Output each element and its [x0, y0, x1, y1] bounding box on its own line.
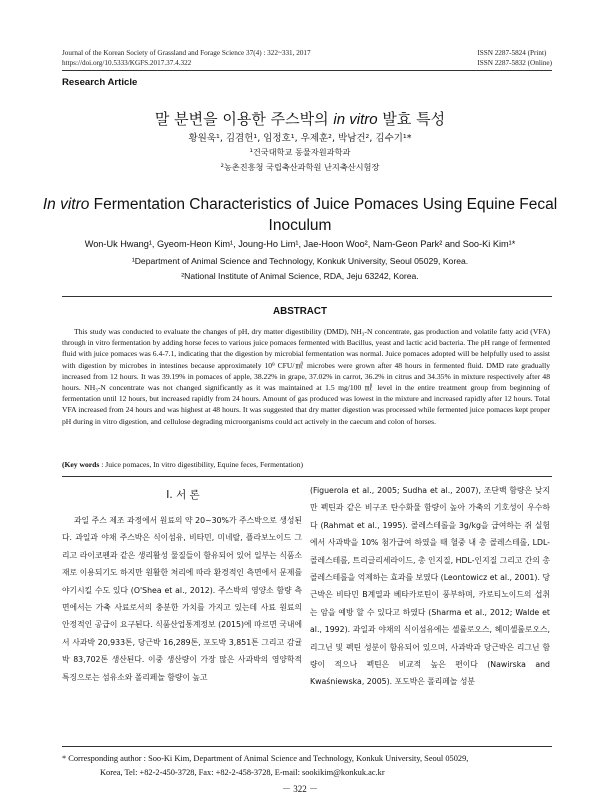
section-heading-introduction: Ⅰ. 서 론 — [166, 489, 200, 501]
journal-header — [62, 48, 311, 68]
korean-title — [0, 108, 600, 129]
english-authors: Won-Uk Hwang¹, Gyeom-Heon Kim¹, Joung-Ho Lim¹, Jae-Hoon Woo², Nam-Geon Park² and Soo-Ki Kim¹* — [84, 239, 516, 249]
korean-title-italic: in vitro — [333, 111, 378, 128]
korean-authors: 황원욱¹, 김겸헌¹, 임정호¹, 우제훈², 박남건², 김수기¹* — [188, 133, 412, 144]
english-affiliation-2: ²National Institute of Animal Science, RDA, Jeju 63242, Korea. — [181, 271, 419, 281]
footnote-divider — [62, 746, 552, 747]
abstract-top-divider — [62, 296, 552, 297]
issn-online: ISSN 2287-5832 (Online) — [477, 59, 552, 67]
abstract-heading: ABSTRACT — [273, 306, 327, 317]
body-column-right: (Figuerola et al., 2005; Sudha et al., 2007), 조단백 함량은 낮지만 펙틴과 같은 비구조 탄수화물 함량이 높아 가축의 기호성이 우수하다 (Rahmat et al., 1995). 콜레스테롤을 3g/kg을 급여하는 쥐 실험에서 사과박을 10% 첨가급여 하였을 때 혈중 내 총 콜레스테롤, LDL-콜레스테롤, 트리글리세라이드, 총 인지질, HDL-인지질 그리고 간의 총 콜레스테롤을 억제하는 효과를 보였다 (Leontowicz et al., 2001). 당근박은 비타민 B계열과 베타카로틴이 풍부하며, 카로티노이드의 섭취는 암을 예방 할 수 있다고 하였다 (Sharma et al., 2012; Walde et al., 1992). 과일과 야채의 식이섬유에는 셀룰로오스, 헤미셀룰로오스, 리그닌 및 펙틴 성분이 함유되어 있으며, 사과박과 당근박은 리그닌 함량이 적으나 펙틴은 비교적 높은 편이다 (Nawirska and Kwaśniewska, 2005). 포도박은 폴리페놀 성분 — [310, 486, 550, 687]
corresponding-author-footnote — [62, 752, 550, 780]
issn-print: ISSN 2287-5824 (Print) — [477, 49, 547, 57]
english-affiliation-1: ¹Department of Animal Science and Technology, Konkuk University, Seoul 05029, Korea. — [131, 256, 469, 266]
english-title-italic: In vitro — [42, 196, 90, 213]
korean-affiliation-1: ¹건국대학교 동물자원과학과 — [249, 147, 351, 157]
keywords-label: (Key words — [62, 460, 100, 469]
journal-citation: Journal of the Korean Society of Grassland and Forage Science 37(4) : 322~331, 2017 — [62, 49, 311, 57]
doi-link[interactable]: https://doi.org/10.5333/KGFS.2017.37.4.322 — [62, 59, 192, 67]
korean-title-part-a: 말 분변을 이용한 주스박의 — [154, 110, 334, 128]
body-column-left: 과일 주스 제조 과정에서 원료의 약 20~30%가 주스박으로 생성된다. 과일과 야채 주스박은 식이섬유, 비타민, 미네랄, 플라보노이드 그리고 라이코펜과 같은 생리활성 물질들이 함유되어 있어 일부는 식품소재로 이용되기도 하지만 원활한 처리에 따라 환경적인 측면에서 문제를 야기시킬 수도 있다 (O'Shea et al., 2012). 주스박의 영양소 함량 측면에서는 가축 사료로서의 충분한 가치를 가지고 있는데 사료 원료의 안정적인 공급이 요구된다. 식품산업통계정보 (2015)에 따르면 국내에서 사과박 20,933톤, 당근박 16,289톤, 포도박 3,851톤 그리고 감귤박 83,702톤 생산된다. 이중 생산량이 가장 많은 사과박의 영양학적 특징으로는 섬유소와 폴리페놀 함량이 높고 — [62, 516, 302, 682]
issn-block — [477, 48, 552, 68]
korean-affiliation-2: ²농촌진흥청 국립축산과학원 난지축산시험장 — [220, 162, 380, 172]
keywords — [62, 459, 550, 470]
keywords-list: : Juice pomaces, In vitro digestibility, Equine feces, Fermentation) — [99, 460, 303, 469]
header-divider — [62, 70, 552, 71]
abstract-body: This study was conducted to evaluate the changes of pH, dry matter digestibility (DMD), NH₃-N concentrate, gas production and volatile fatty acid (VFA) through in vitro fermentation by adding horse feces to various juice pomaces fermented with Bacillus, yeast and lactic acid bacteria. The pH range of fermented fluid with juice pomaces was 6.4-7.1, indicating that the digestion by microbial fermentation was normal. Juice pomaces adopted will be helpfully used to assist with digestion by microbes in intestines because approximately 10⁹ CFU/㎖ microbes were grown after 48 hours in fermented fluid. DMD rate gradually increased from 12 hours. It was 39.19% in pomaces of apple, 38.22% in grape, 37.02% in carrot, 36.2% in citrus and 34.35% in mixture respectively after 48 hours. NH₃-N concentrate was not changed significantly as it was maintained at 1.5 mg/100 ㎖ level in the entire treatment group from beginning of fermentation until 12 hours, but increased rapidly from 24 hours. Amount of gas produced was lowest in the mixture and increased rapidly after 12 hours. Total VFA increased from 24 hours and was highest at 48 hours. It was suggested that dry matter digestion was processed while fermented juice pomaces kept proper pH during in vitro digestion, and cellulose degrading microorganisms could act actively in the caecum and colon of horses. — [62, 327, 550, 426]
page-number: － 322 － — [281, 784, 318, 794]
abstract-bottom-divider — [62, 476, 552, 477]
english-title-rest: Fermentation Characteristics of Juice Pomaces Using Equine Fecal Inoculum — [89, 196, 558, 234]
footnote-line-1: * Corresponding author : Soo-Ki Kim, Department of Animal Science and Technology, Konkuk University, Seoul 05029, — [62, 754, 469, 763]
footnote-line-2: Korea, Tel: +82-2-450-3728, Fax: +82-2-458-3728, E-mail: sookikim@konkuk.ac.kr — [100, 768, 385, 777]
english-title — [40, 194, 560, 236]
article-type: Research Article — [62, 77, 138, 88]
korean-title-part-b: 발효 특성 — [377, 110, 446, 128]
